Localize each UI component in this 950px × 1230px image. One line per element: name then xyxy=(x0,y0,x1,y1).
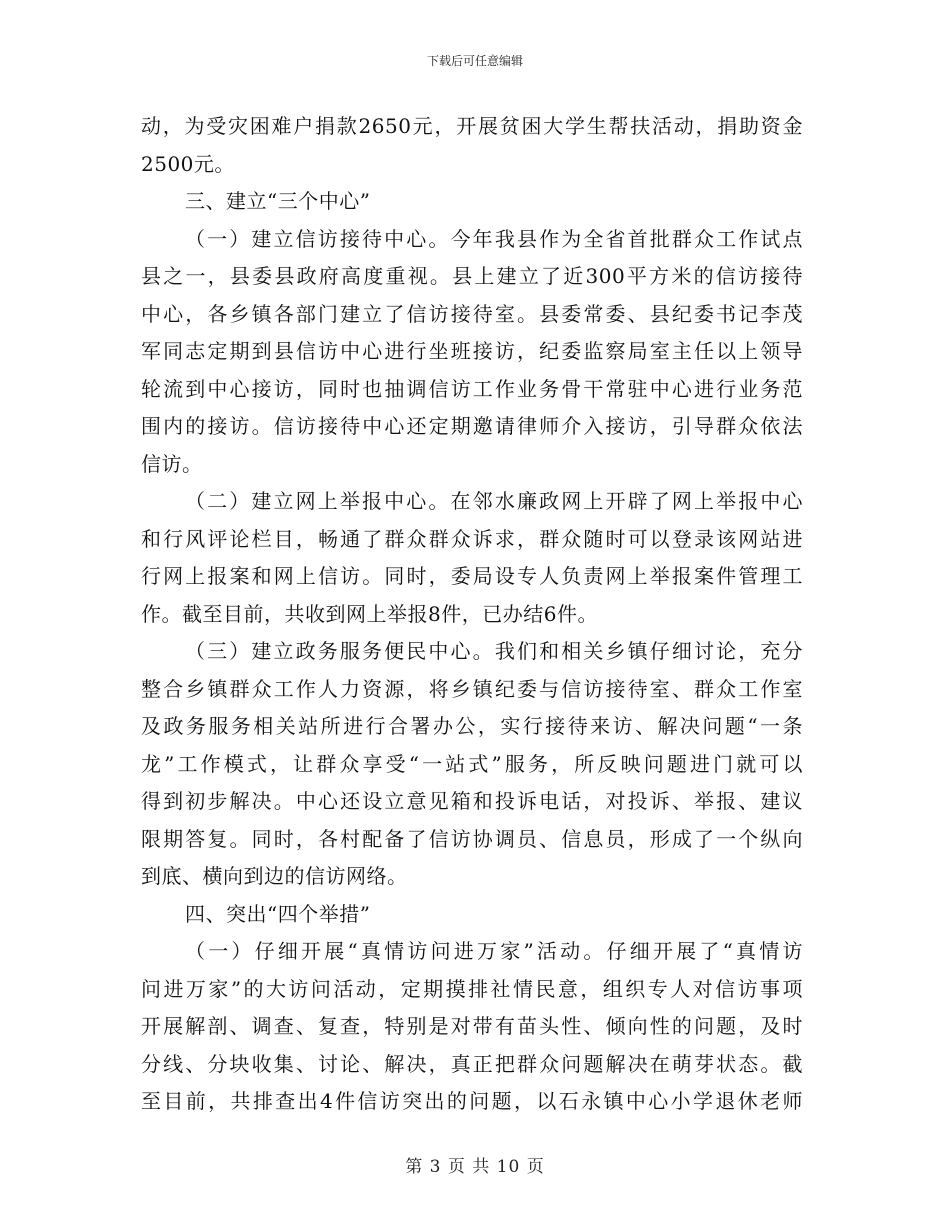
text-line: 信访。 xyxy=(141,451,203,476)
text-line: 问进万家”的大访问活动，定期摸排社情民意，组织专人对信访事项 xyxy=(141,976,803,1001)
text-line: （三）建立政务服务便民中心。我们和相关乡镇仔细讨论，充分 xyxy=(185,639,803,663)
text-line: 至目前，共排查出4件信访突出的问题，以石永镇中心小学退休老师 xyxy=(141,1089,803,1113)
text-line: 分线、分块收集、讨论、解决，真正把群众问题解决在萌芽状态。截 xyxy=(141,1051,803,1076)
text-line: 龙”工作模式，让群众享受“一站式”服务，所反映问题进门就可以 xyxy=(141,751,803,776)
text-line: 得到初步解决。中心还设立意见箱和投诉电话，对投诉、举报、建议 xyxy=(141,789,803,813)
text-line: 轮流到中心接访，同时也抽调信访工作业务骨干常驻中心进行业务范 xyxy=(141,376,803,401)
text-line: 及政务服务相关站所进行合署办公，实行接待来访、解决问题“一条 xyxy=(141,714,803,738)
text-line: 到底、横向到边的信访网络。 xyxy=(141,864,408,888)
text-line: （二）建立网上举报中心。在邻水廉政网上开辟了网上举报中心 xyxy=(185,489,803,513)
text-line: 四、突出“四个举措” xyxy=(185,901,371,926)
text-line: 军同志定期到县信访中心进行坐班接访，纪委监察局室主任以上领导 xyxy=(141,339,803,363)
page-number-footer: 第 3 页 共 10 页 xyxy=(405,1157,545,1177)
text-line: 行网上报案和网上信访。同时，委局设专人负责网上举报案件管理工 xyxy=(141,564,803,588)
text-line: 动，为受灾困难户捐款2650元，开展贫困大学生帮扶活动，捐助资金 xyxy=(141,114,803,138)
text-line: 作。截至目前，共收到网上举报8件，已办结6件。 xyxy=(141,601,598,626)
text-line: 整合乡镇群众工作人力资源，将乡镇纪委与信访接待室、群众工作室 xyxy=(141,676,803,701)
text-line: 限期答复。同时，各村配备了信访协调员、信息员，形成了一个纵向 xyxy=(141,826,803,851)
text-line: 2500元。 xyxy=(141,151,235,176)
text-line: （一）建立信访接待中心。今年我县作为全省首批群众工作试点 xyxy=(185,226,803,251)
text-line: 中心，各乡镇各部门建立了信访接待室。县委常委、县纪委书记李茂 xyxy=(141,301,803,326)
text-line: 和行风评论栏目，畅通了群众群众诉求，群众随时可以登录该网站进 xyxy=(141,526,803,551)
text-line: 三、建立“三个中心” xyxy=(185,189,371,213)
document-body xyxy=(141,108,803,1121)
text-line: 县之一，县委县政府高度重视。县上建立了近300平方米的信访接待 xyxy=(141,264,803,288)
page-header: 下载后可任意编辑 xyxy=(426,54,523,68)
text-line: 围内的接访。信访接待中心还定期邀请律师介入接访，引导群众依法 xyxy=(141,414,803,438)
text-line: 开展解剖、调查、复查，特别是对带有苗头性、倾向性的问题，及时 xyxy=(141,1014,803,1038)
text-line: （一）仔细开展“真情访问进万家”活动。仔细开展了“真情访 xyxy=(185,939,803,963)
